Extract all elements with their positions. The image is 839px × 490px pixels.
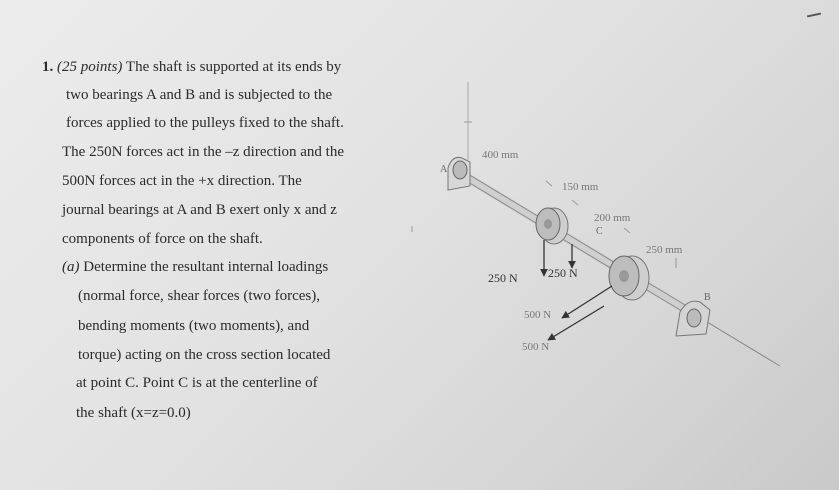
problem-line: components of force on the shaft. — [62, 231, 263, 247]
point-c-label: C — [596, 226, 603, 237]
dimension-label: 200 mm — [594, 212, 631, 224]
problem-line: forces applied to the pulleys fixed to the shaft. — [66, 115, 344, 131]
part-a-line: at point C. Point C is at the centerline of — [76, 375, 318, 391]
force-arrow-500n — [548, 306, 604, 340]
force-label-250n: 250 N — [548, 266, 578, 280]
problem-line: 500N forces act in the +x direction. The — [62, 173, 302, 189]
part-a-line: bending moments (two moments), and — [78, 318, 310, 334]
dimension-tick — [624, 228, 630, 233]
dimension-label: 250 mm — [646, 244, 683, 256]
part-a-line: the shaft (x=z=0.0) — [76, 405, 191, 421]
part-a-line: (normal force, shear forces (two forces), — [78, 288, 320, 304]
point-b-label: B — [704, 292, 711, 303]
dimension-tick — [546, 181, 552, 186]
problem-line: two bearings A and B and is subjected to the — [66, 87, 333, 103]
bearing-a — [448, 157, 470, 190]
part-a-label: (a) — [62, 259, 80, 275]
dimension-tick — [572, 200, 578, 205]
pulley-2 — [609, 256, 649, 300]
part-a-line: Determine the resultant internal loadings — [83, 259, 329, 275]
problem-line: journal bearings at A and B exert only x and z — [62, 202, 337, 218]
dimension-label: 400 mm — [482, 149, 519, 161]
problem-number: 1. — [42, 59, 54, 75]
problem-line: The shaft is supported at its ends by — [125, 59, 342, 75]
problem-points: (25 points) — [57, 59, 123, 75]
dimension-label: 150 mm — [562, 181, 599, 193]
force-label-250n: 250 N — [488, 271, 518, 285]
force-arrow-500n — [562, 286, 612, 318]
force-label-500n: 500 N — [524, 309, 552, 321]
point-a-label: A — [440, 164, 448, 175]
problem-line: The 250N forces act in the –z direction and the — [62, 144, 344, 160]
pulley-1 — [536, 208, 568, 244]
force-label-500n: 500 N — [522, 341, 550, 353]
part-a-line: torque) acting on the cross section located — [78, 347, 331, 363]
